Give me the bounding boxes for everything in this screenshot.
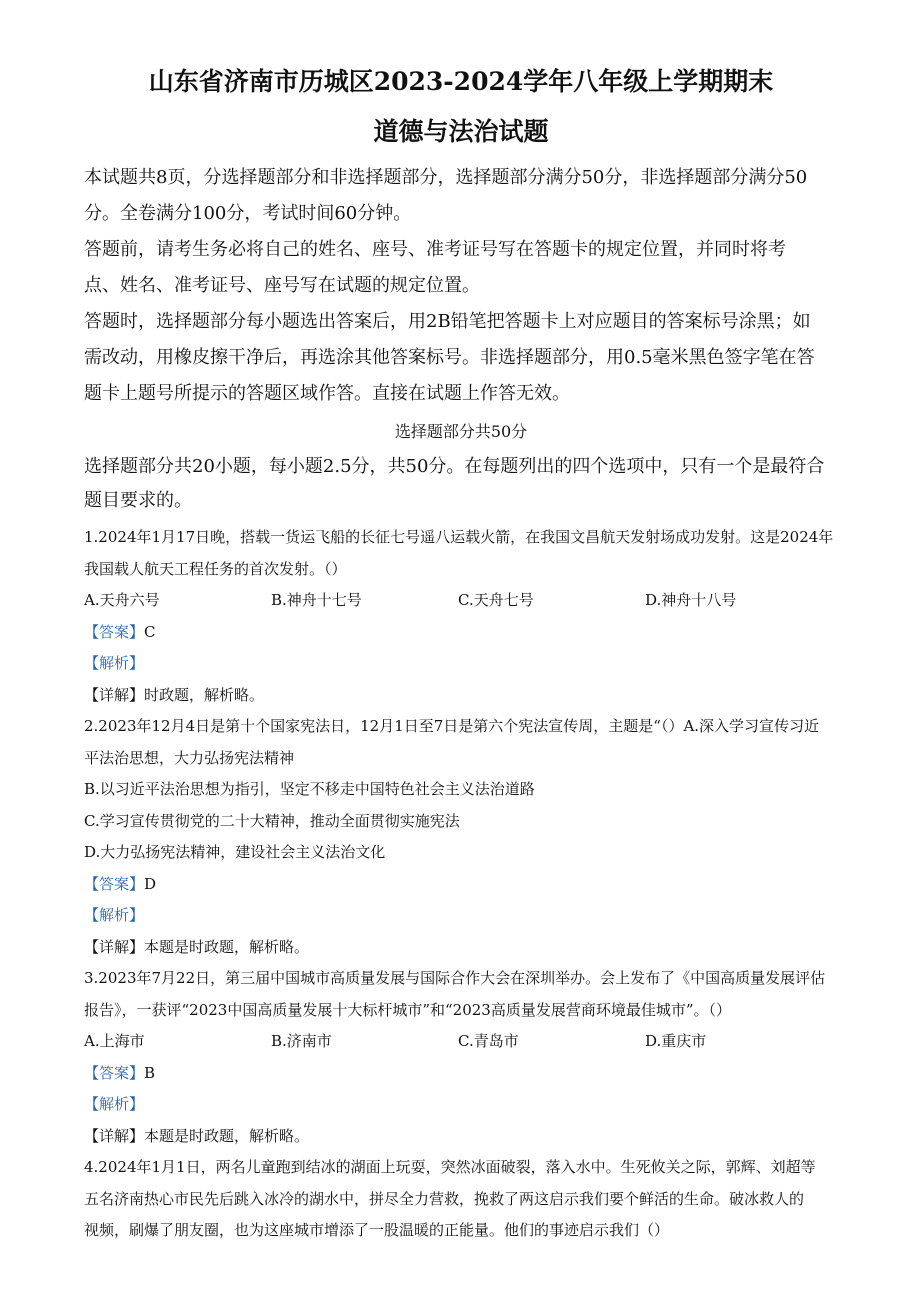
question-options: [84, 585, 838, 617]
question-stem: 1.2024年1月17日晚，搭载一货运飞船的长征七号遥八运载火箭，在我国文昌航天发射场成功发射。这是2024年: [84, 528, 834, 546]
question-stem: 3.2023年7月22日，第三届中国城市高质量发展与国际合作大会在深圳举办。会上发布了《中国高质量发展评估: [84, 969, 826, 987]
option-c: C.学习宣传贯彻党的二十大精神，推动全面贯彻实施宪法: [84, 811, 460, 830]
instruction-line: 分。全卷满分100分，考试时间60分钟。: [84, 203, 412, 224]
question-stem: 我国载人航天工程任务的首次发射。（）: [84, 559, 347, 578]
question-2: [84, 711, 838, 963]
answer-line: [84, 617, 838, 649]
exam-title: 山东省济南市历城区2023-2024学年八年级上学期期末: [148, 67, 774, 96]
exam-subtitle: 道德与法治试题: [373, 117, 549, 146]
section-heading: 选择题部分共50分: [394, 422, 528, 441]
question-stem: 4.2024年1月1日，两名儿童跑到结冰的湖面上玩耍，突然冰面破裂，落入水中。生死攸关之际，郭辉、刘超等: [84, 1158, 816, 1176]
option-d: D.神舟十八号: [645, 591, 737, 609]
section-instruction: [84, 450, 838, 518]
question-stem: 平法治思想，大力弘扬宪法精神: [84, 748, 295, 767]
option-b: B.济南市: [271, 1032, 332, 1050]
answer-line: [84, 869, 838, 901]
instruction-line: 点、姓名、准考证号、座号写在试题的规定位置。: [84, 275, 480, 296]
question-stem: 报告》，一获评“2023中国高质量发展十大标杆城市”和“2023高质量发展营商环境最佳城市”。（）: [84, 1000, 732, 1019]
answer-line: [84, 1058, 838, 1090]
detail-line: [84, 1121, 838, 1153]
detail-line: [84, 680, 838, 712]
detail-tag: 【详解】: [84, 1126, 145, 1145]
analysis-line: [84, 1089, 838, 1121]
analysis-tag: 【解析】: [84, 906, 145, 924]
detail-text: 本题是时政题，解析略。: [144, 937, 310, 956]
section-instruction-line: 选择题部分共20小题，每小题2.5分，共50分。在每题列出的四个选项中，只有一个是最符合: [84, 456, 825, 477]
option-a: A.上海市: [84, 1032, 145, 1050]
analysis-tag: 【解析】: [84, 654, 145, 672]
answer-tag: 【答案】: [84, 622, 145, 641]
detail-text: 本题是时政题，解析略。: [144, 1126, 310, 1145]
analysis-tag: 【解析】: [84, 1095, 145, 1113]
detail-text: 时政题，解析略。: [144, 685, 265, 704]
question-1: [84, 522, 838, 711]
option-d: D.大力弘扬宪法精神，建设社会主义法治文化: [84, 843, 386, 861]
instruction-line: 答题时，选择题部分每小题选出答案后，用2B铅笔把答题卡上对应题目的答案标号涂黑；如: [84, 311, 811, 332]
detail-tag: 【详解】: [84, 937, 145, 956]
question-stem: 五名济南热心市民先后跳入冰冷的湖水中，拼尽全力营救，挽救了两这启示我们要个鲜活的生命。破冰救人的: [84, 1189, 805, 1208]
answer-value: D: [144, 874, 157, 893]
instruction-line: 题卡上题号所提示的答题区域作答。直接在试题上作答无效。: [84, 383, 570, 404]
option-d: D.重庆市: [645, 1032, 707, 1050]
analysis-line: [84, 648, 838, 680]
option-a: A.天舟六号: [84, 591, 160, 609]
option-b: B.神舟十七号: [271, 591, 362, 609]
instruction-line: 需改动，用橡皮擦干净后，再选涂其他答案标号。非选择题部分，用0.5毫米黑色签字笔在答: [84, 347, 815, 368]
instruction-line: 本试题共8页，分选择题部分和非选择题部分，选择题部分满分50分，非选择题部分满分50: [84, 167, 808, 188]
answer-tag: 【答案】: [84, 1063, 145, 1082]
answer-value: B: [144, 1063, 156, 1082]
question-stem: 视频，刷爆了朋友圈，也为这座城市增添了一股温暖的正能量。他们的事迹启示我们（）: [84, 1221, 670, 1239]
question-options: [84, 1026, 838, 1058]
question-3: [84, 963, 838, 1152]
exam-instructions: [84, 160, 838, 412]
option-c: C.天舟七号: [458, 591, 534, 609]
section-instruction-line: 题目要求的。: [84, 490, 192, 511]
answer-tag: 【答案】: [84, 874, 145, 893]
answer-value: C: [144, 622, 156, 641]
option-c: C.青岛市: [458, 1032, 519, 1050]
detail-tag: 【详解】: [84, 685, 145, 704]
instruction-line: 答题前，请考生务必将自己的姓名、座号、准考证号写在答题卡的规定位置，并同时将考: [84, 239, 786, 260]
detail-line: [84, 932, 838, 964]
analysis-line: [84, 900, 838, 932]
option-b: B.以习近平法治思想为指引，坚定不移走中国特色社会主义法治道路: [84, 780, 535, 798]
question-stem: 2.2023年12月4日是第十个国家宪法日，12月1日至7日是第六个宪法宣传周，主题是“（）A.深入学习宣传习近: [84, 717, 820, 735]
question-4: [84, 1152, 838, 1247]
